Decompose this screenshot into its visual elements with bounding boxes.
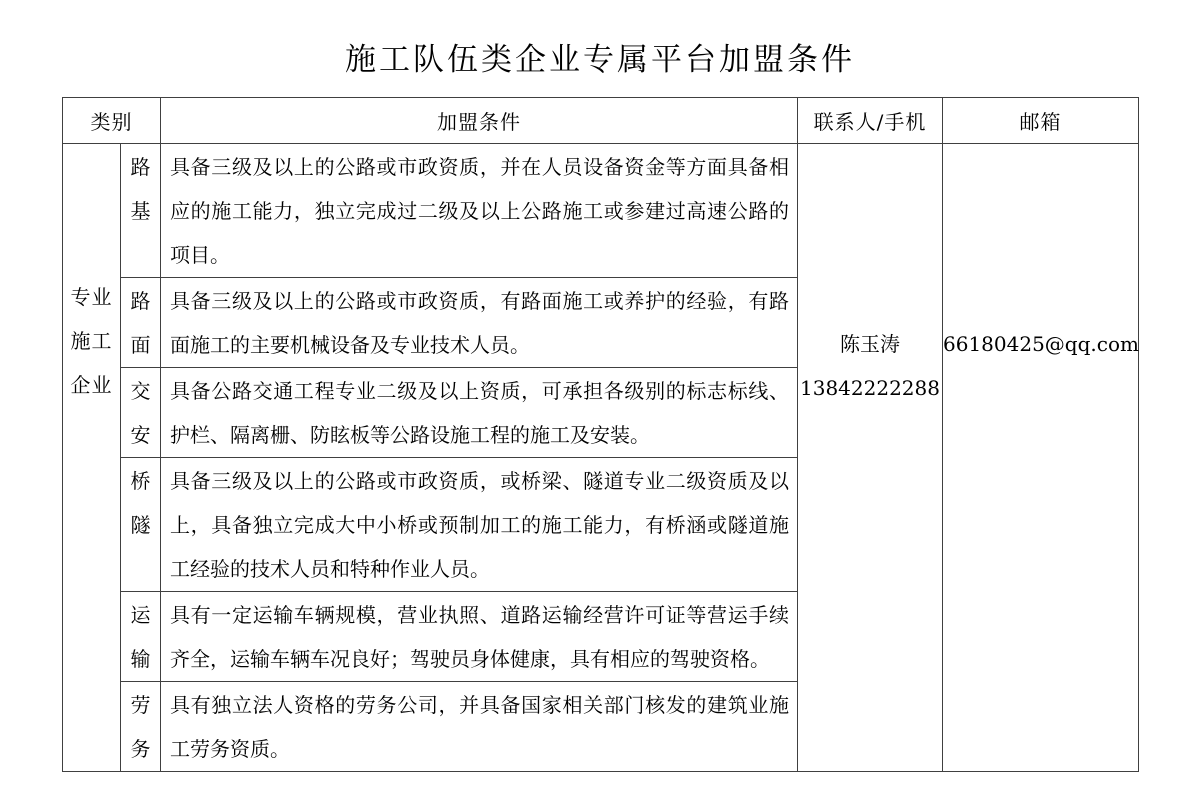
condition-bridge-tunnel: 具备三级及以上的公路或市政资质，或桥梁、隧道专业二级资质及以上，具备独立完成大中小桥或预制加工的施工能力，有桥涵或隧道施工经验的技术人员和特种作业人员。 — [161, 458, 798, 592]
subcategory-transport: 运输 — [121, 592, 161, 682]
header-email: 邮箱 — [943, 98, 1139, 144]
subcategory-roadbed: 路基 — [121, 144, 161, 278]
category-group-cell: 专业施工企业 — [63, 144, 121, 772]
header-conditions: 加盟条件 — [161, 98, 798, 144]
table-row — [63, 144, 1139, 278]
email-value: 66180425@qq.com — [943, 332, 1139, 356]
joining-conditions-table — [62, 97, 1139, 772]
email-cell — [943, 144, 1139, 772]
subcategory-bridge-tunnel: 桥隧 — [121, 458, 161, 592]
subcategory-labor: 劳务 — [121, 682, 161, 772]
condition-labor: 具有独立法人资格的劳务公司，并具备国家相关部门核发的建筑业施工劳务资质。 — [161, 682, 798, 772]
contact-name: 陈玉涛 — [840, 332, 900, 356]
condition-transport: 具有一定运输车辆规模，营业执照、道路运输经营许可证等营运手续齐全，运输车辆车况良好；驾驶员身体健康，具有相应的驾驶资格。 — [161, 592, 798, 682]
table-header-row — [63, 98, 1139, 144]
header-contact: 联系人/手机 — [798, 98, 943, 144]
contact-cell — [798, 144, 943, 772]
contact-phone: 13842222288 — [800, 376, 940, 400]
condition-roadbed: 具备三级及以上的公路或市政资质，并在人员设备资金等方面具备相应的施工能力，独立完成过二级及以上公路施工或参建过高速公路的项目。 — [161, 144, 798, 278]
document-title: 施工队伍类企业专属平台加盟条件 — [345, 42, 855, 78]
header-category: 类别 — [63, 98, 161, 144]
subcategory-traffic-safety: 交安 — [121, 368, 161, 458]
condition-pavement: 具备三级及以上的公路或市政资质，有路面施工或养护的经验，有路面施工的主要机械设备及专业技术人员。 — [161, 278, 798, 368]
subcategory-pavement: 路面 — [121, 278, 161, 368]
condition-traffic-safety: 具备公路交通工程专业二级及以上资质，可承担各级别的标志标线、护栏、隔离栅、防眩板等公路设施工程的施工及安装。 — [161, 368, 798, 458]
